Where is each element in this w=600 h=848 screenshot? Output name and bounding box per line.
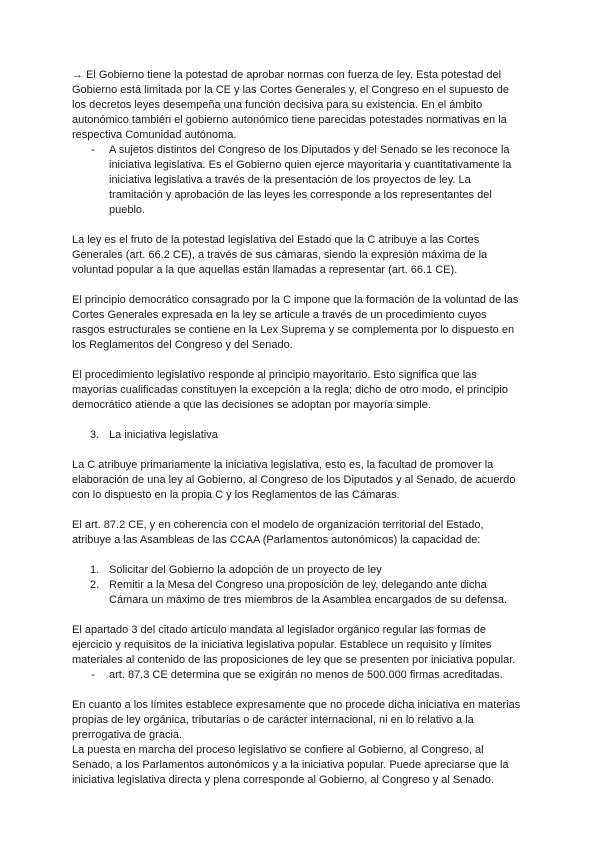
paragraph-gobierno-potestad: → El Gobierno tiene la potestad de aprobar normas con fuerza de ley. Esta potestad del Gobierno está limitada por la CE y las Cortes Generales y, el Congreso en el supuesto de los decretos leyes desempeña una función decisiva para su existencia. En el ámbito autonómico también el gobierno autonómico tiene parecidas potestades normativas en la respectiva Comunidad autónoma. (72, 69, 509, 141)
document-page (72, 68, 522, 788)
heading-number: 3. (90, 429, 100, 441)
numbered-list-item (72, 563, 522, 578)
list-marker: - (91, 669, 95, 681)
paragraph-principio-democratico: El principio democrático consagrado por la C impone que la formación de la voluntad de las Cortes Generales expresada en la ley se articule a través de un procedimiento cuyos rasgos estructurales se contiene en la Lex Suprema y se complementa por lo dispuesto en los Reglamentos del Congreso y del Senado. (72, 294, 519, 351)
paragraph-ley-fruto: La ley es el fruto de la potestad legislativa del Estado que la C atribuye a las Cortes Generales (art. 66.2 CE), a través de sus cámaras, siendo la expresión máxima de la voluntad popular a la que aquellas están llamadas a representar (art. 66.1 CE). (72, 234, 488, 276)
dash-list-item (72, 668, 522, 683)
section-heading (72, 428, 522, 443)
paragraph-procedimiento-mayoritario: El procedimiento legislativo responde al principio mayoritario. Esto significa que las mayorías cualificadas constituyen la excepción a la regla; dicho de otro modo, el principio democrático atiende a que las decisiones se adoptan por mayoría simple. (72, 369, 508, 411)
paragraph-limites: En cuanto a los límites establece expresamente que no procede dicha iniciativa en materias propias de ley orgánica, tributarias o de carácter internacional, ni en lo relativo a la prerrogativa de gracia. (72, 699, 521, 741)
list-item-text: Solicitar del Gobierno la adopción de un proyecto de ley (109, 564, 382, 576)
list-item-text: art. 87.3 CE determina que se exigirán no menos de 500.000 firmas acreditadas. (109, 669, 503, 681)
list-marker: - (91, 144, 95, 156)
paragraph-puesta-en-marcha: La puesta en marcha del proceso legislativo se confiere al Gobierno, al Congreso, al Senado, a los Parlamentos autonómicos y a la iniciativa popular. Puede apreciarse que la iniciativa legislativa directa y plena corresponde al Gobierno, al Congreso y al Senado. (72, 744, 509, 786)
list-item-text: A sujetos distintos del Congreso de los Diputados y del Senado se les reconoce la iniciativa legislativa. Es el Gobierno quien ejerce mayoritaria y cuantitativamente la iniciativa legislativa a través de la presentación de los proyectos de ley. La tramitación y aprobación de las leyes les corresponde a los representantes del pueblo. (109, 144, 512, 216)
list-item-text: Remitir a la Mesa del Congreso una proposición de ley, delegando ante dicha Cámara un máximo de tres miembros de la Asamblea encargados de su defensa. (109, 579, 508, 606)
dash-list-item (72, 143, 522, 218)
numbered-list-item (72, 578, 522, 608)
paragraph-art-87-2: El art. 87.2 CE, y en coherencia con el modelo de organización territorial del Estado, atribuye a las Asambleas de las CCAA (Parlamentos autonómicos) la capacidad de: (72, 519, 484, 546)
heading-text: La iniciativa legislativa (109, 429, 218, 441)
list-number: 1. (90, 564, 100, 576)
list-number: 2. (90, 579, 100, 591)
paragraph-atribucion-iniciativa: La C atribuye primariamente la iniciativa legislativa, esto es, la facultad de promover la elaboración de una ley al Gobierno, al Congreso de los Diputados y al Senado, de acuerdo con lo dispuesto en la propia C y los Reglamentos de las Cámaras. (72, 459, 516, 501)
paragraph-apartado-3: El apartado 3 del citado artículo mandata al legislador orgánico regular las formas de ejercicio y requisitos de la iniciativa legislativa popular. Establece un requisito y límites materiales al contenido de las proposiciones de ley que se presenten por iniciativa popular. (72, 624, 516, 666)
